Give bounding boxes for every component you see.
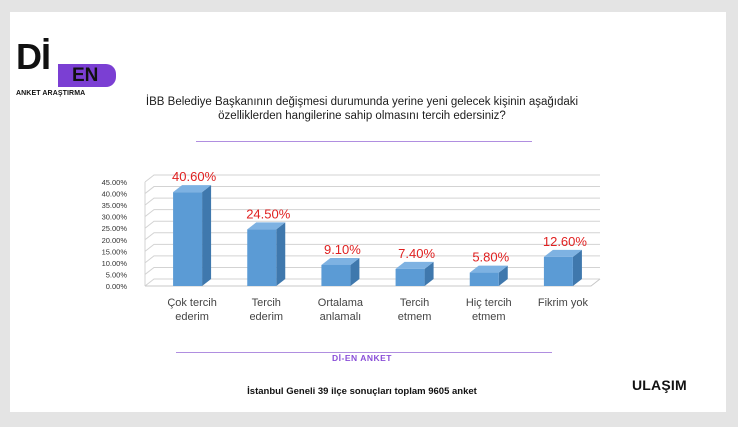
bar [247, 229, 276, 286]
y-tick-label: 30.00% [101, 212, 127, 222]
bar [321, 265, 350, 286]
data-label: 40.60% [172, 169, 217, 185]
y-tick-label: 45.00% [101, 178, 127, 187]
gridline [145, 244, 600, 251]
y-tick-label: 0.00% [105, 282, 127, 291]
y-tick-label: 10.00% [101, 258, 127, 268]
bar [396, 269, 425, 286]
gridline [145, 187, 600, 194]
chart-bars [173, 185, 582, 286]
category-label: ederim [249, 311, 284, 323]
y-tick-label: 15.00% [101, 247, 127, 257]
bar [470, 273, 499, 286]
gridline [145, 221, 600, 228]
bar-side [202, 185, 211, 286]
gridline [145, 210, 600, 217]
category-label: Tercih [251, 297, 281, 309]
chart-grid [145, 175, 600, 286]
bar [173, 192, 202, 286]
y-tick-label: 25.00% [101, 224, 127, 234]
footer-note: İstanbul Geneli 39 ilçe sonuçları toplam 9605 anket [247, 386, 477, 397]
category-label: etmem [397, 311, 432, 323]
gridline [145, 233, 600, 240]
logo-subtitle: ANKET ARAŞTIRMA [16, 90, 86, 97]
y-tick-label: 5.00% [105, 270, 127, 280]
y-tick-label: 35.00% [101, 201, 127, 211]
category-label: etmem [471, 311, 506, 323]
floor-edge [145, 279, 600, 286]
bar [544, 257, 573, 286]
y-tick-label: 20.00% [101, 235, 127, 245]
gridline [145, 198, 600, 205]
data-label: 5.80% [472, 249, 510, 265]
bar-side [276, 222, 285, 286]
category-label: Ortalama [317, 297, 364, 309]
category-label: ederim [175, 311, 209, 323]
data-label: 9.10% [323, 241, 361, 257]
category-label: Fikrim yok [537, 297, 588, 309]
category-label: Hiç tercih [465, 297, 512, 309]
gridline [145, 256, 600, 263]
data-label: 12.60% [542, 233, 587, 249]
footer-brand: Dİ-EN ANKET [332, 353, 392, 363]
data-label: 7.40% [398, 245, 436, 261]
logo-en-text: EN [72, 65, 99, 86]
category-label: Çok tercih [167, 297, 217, 309]
gridline [145, 279, 600, 286]
question-line-2: özelliklerden hangilerine sahip olmasını tercih edersiniz? [218, 110, 506, 122]
data-label: 24.50% [246, 206, 291, 222]
gridline [145, 267, 600, 274]
topic-label: ULAŞIM [632, 377, 687, 393]
logo-di-text: Dİ [16, 36, 50, 77]
category-label: anlamalı [319, 311, 362, 323]
question-line-1: İBB Belediye Başkanının değişmesi durumunda yerine yeni gelecek kişinin aşağıdaki [145, 96, 579, 108]
category-label: Tercih [399, 297, 430, 309]
y-tick-label: 40.00% [101, 189, 127, 199]
